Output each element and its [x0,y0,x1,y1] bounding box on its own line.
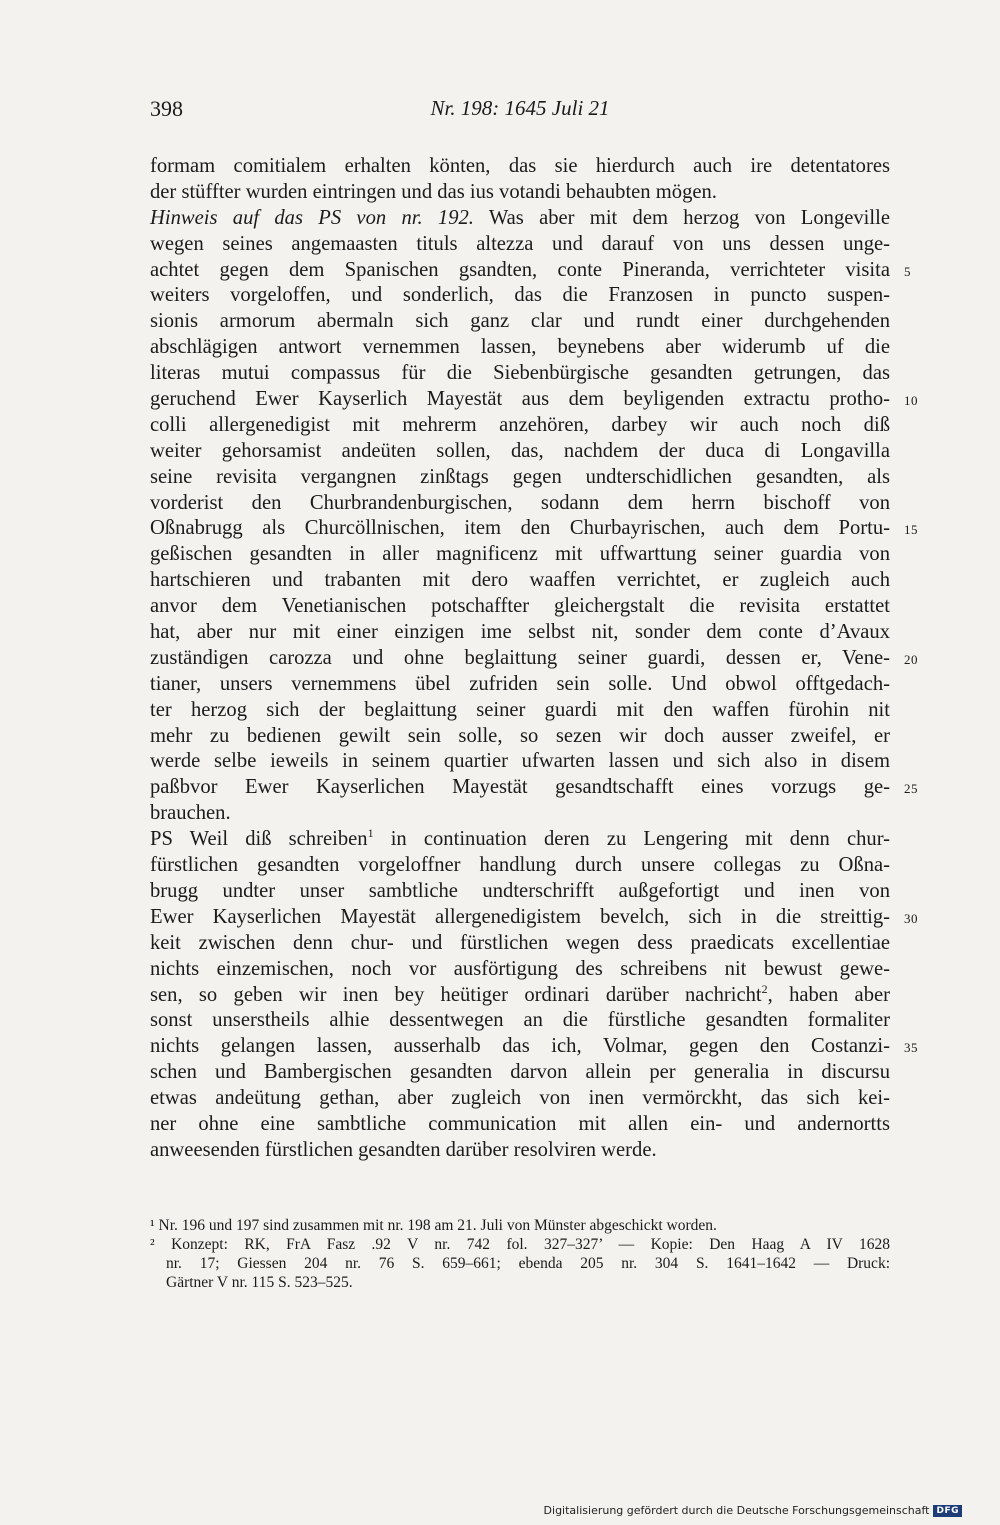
text-line [150,594,890,620]
line-text-suffix: , haben aber [767,983,890,1006]
line-text: der stüffter wurden eintringen und das ius votandi behaubten mögen. [150,180,717,203]
line-text: paßbvor Ewer Kayserlichen Mayestät gesandtschafft eines vorzugs ge- [150,776,890,799]
text-line [150,724,890,750]
text-line [150,1034,918,1060]
text-line [150,1112,890,1138]
line-text: Was aber mit dem herzog von Longeville [473,206,890,229]
footnote-line: ¹ Nr. 196 und 197 sind zusammen mit nr. 198 am 21. Juli von Münster abgeschickt worden. [150,1217,717,1234]
text-line [150,309,890,335]
line-text: literas mutui compassus für die Siebenbürgische gesandten getrungen, das [150,362,890,385]
line-text: PS Weil diß schreiben [150,828,368,851]
text-line [150,361,890,387]
digitization-note: Digitalisierung gefördert durch die Deutsche Forschungsgemeinschaft [543,1504,930,1517]
editorial-note: Hinweis auf das PS von nr. 192. [150,206,474,229]
line-text: mehr zu bedienen gewilt sein solle, so sezen wir doch ausser zweifel, er [150,724,890,747]
line-text: fürstlichen gesandten vorgeloffner handlung durch unsere collegas zu Oßna- [150,854,890,877]
line-text: seine revisita vergangnen zinßtags gegen undterschidlichen gesandten, als [150,465,890,488]
text-line [150,749,890,775]
text-line [150,335,890,361]
line-text: schen und Bambergischen gesandten darvon allein per generalia in discursu [150,1061,890,1084]
text-line [150,180,890,206]
footnote-line: nr. 17; Giessen 204 nr. 76 S. 659–661; ebenda 205 nr. 304 S. 1641–1642 — Druck: [166,1255,890,1272]
text-line [150,879,890,905]
line-text: sonst unserstheils alhie dessentwegen an die fürstliche gesandten formaliter [150,1009,890,1032]
text-line [150,154,890,180]
line-text: ner ohne eine sambtliche communication mit allen ein- und andernortts [150,1112,890,1135]
text-line [150,232,890,258]
line-text: sen, so geben wir inen bey heütiger ordinari darüber nachricht [150,983,762,1006]
text-line [150,1138,890,1164]
line-text: hat, aber nur mit einer einzigen ime selbst nit, sonder dem conte d’Avaux [150,621,890,644]
line-text: formam comitialem erhalten könten, das sie hierdurch auch ire detentatores [150,155,890,177]
line-text: sionis armorum abermaln sich ganz clar und rundt einer durchgehenden [150,310,890,333]
text-line [150,413,890,439]
text-line [150,853,890,879]
text-line [150,568,890,594]
line-text: weiter gehorsamist andeüten sollen, das, nachdem der duca di Longavilla [150,439,890,462]
line-number: 30 [904,910,918,926]
text-line [150,905,918,931]
text-line [150,983,890,1009]
line-text: anvor dem Venetianischen potschaffter gleichergstalt die revisita erstattet [150,595,890,618]
line-number: 25 [904,781,918,797]
page-header [150,96,890,130]
line-text: keit zwischen denn chur- und fürstlichen wegen dess praedicats excellentiae [150,931,890,954]
line-text: vorderist den Churbrandenburgischen, sodann dem herrn bischoff von [150,491,890,514]
line-text: zuständigen carozza und ohne beglaittung seiner guardi, dessen er, Vene- [150,646,890,669]
text-line [150,1086,890,1112]
text-line [150,1060,890,1086]
text-line [150,957,890,983]
text-line [150,206,890,232]
text-line [150,258,911,284]
text-line [150,516,918,542]
line-text: abschlägigen antwort vernemmen lassen, beynebens aber widerumb uf die [150,336,890,359]
text-line [150,387,918,413]
line-number: 15 [904,522,918,538]
line-text: etwas andeütung gethan, aber zugleich von inen vermörckht, das sich kei- [150,1087,890,1110]
line-text: geßischen gesandten in aller magnificenz mit uffwarttung seiner guardia von [150,543,890,566]
text-line [150,827,890,853]
line-text: brauchen. [150,802,231,825]
line-text: tianer, unsers vernemmens übel zufriden sein solle. Und obwol offtgedach- [150,672,890,695]
line-text: brugg undter unser sambtliche undterschrifft außgefortigt und inen von [150,879,890,902]
line-number: 20 [904,651,918,667]
line-number: 35 [904,1040,918,1056]
text-line [150,465,890,491]
line-text-suffix: in continuation deren zu Lengering mit denn chur- [373,828,890,851]
text-line [150,775,918,801]
line-text: nichts einzemischen, noch vor ausförtigung des schreibens nit bewust gewe- [150,957,890,980]
text-line [150,542,890,568]
line-text: nichts gelangen lassen, ausserhalb das ich, Volmar, gegen den Costanzi- [150,1035,890,1058]
line-number: 10 [904,393,918,409]
footnote-line: Gärtner V nr. 115 S. 523–525. [166,1274,353,1291]
text-line [150,931,890,957]
line-number: 5 [904,263,911,279]
footnote-marker: 1 [367,826,374,841]
digitization-footer [544,1504,962,1517]
text-line [150,491,890,517]
footnote-marker: 2 [761,981,768,996]
text-line [150,620,890,646]
line-text: achtet gegen dem Spanischen gsandten, conte Pineranda, verrichteter visita [150,258,890,281]
text-line [150,439,890,465]
line-text: geruchend Ewer Kayserlich Mayestät aus dem beyligenden extractu protho- [150,388,890,411]
running-head: Nr. 198: 1645 Juli 21 [430,96,610,120]
text-line [150,698,890,724]
line-text: anweesenden fürstlichen gesandten darüber resolviren werde. [150,1138,657,1161]
line-text: werde selbe ieweils in seinem quartier ufwarten lassen und sich also in disem [150,750,890,773]
page-number: 398 [150,96,183,121]
text-line [150,283,890,309]
dfg-logo: DFG [933,1505,962,1517]
text-line [150,672,890,698]
main-text [150,154,918,1164]
line-text: hartschieren und trabanten mit dero waaffen verrichtet, er zugleich auch [150,569,890,592]
footnote-line: ² Konzept: RK, FrA Fasz .92 V nr. 742 fol. 327–327’ — Kopie: Den Haag A IV 1628 [150,1236,890,1253]
line-text: weiters vorgeloffen, und sonderlich, das die Franzosen in puncto suspen- [150,284,890,307]
line-text: ter herzog sich der beglaittung seiner guardi mit den waffen fürohin nit [150,698,890,721]
footnotes [150,1216,890,1292]
line-text: colli allergenedigist mit mehrerm anzehören, darbey wir auch noch diß [150,413,890,436]
line-text: wegen seines angemaasten tituls altezza und darauf von uns dessen unge- [150,232,890,255]
text-line [150,646,918,672]
line-text: Oßnabrugg als Churcöllnischen, item den Churbayrischen, auch dem Portu- [150,517,890,540]
text-line [150,1008,890,1034]
text-line [150,801,890,827]
line-text: Ewer Kayserlichen Mayestät allergenedigistem bevelch, sich in die streittig- [150,905,890,928]
